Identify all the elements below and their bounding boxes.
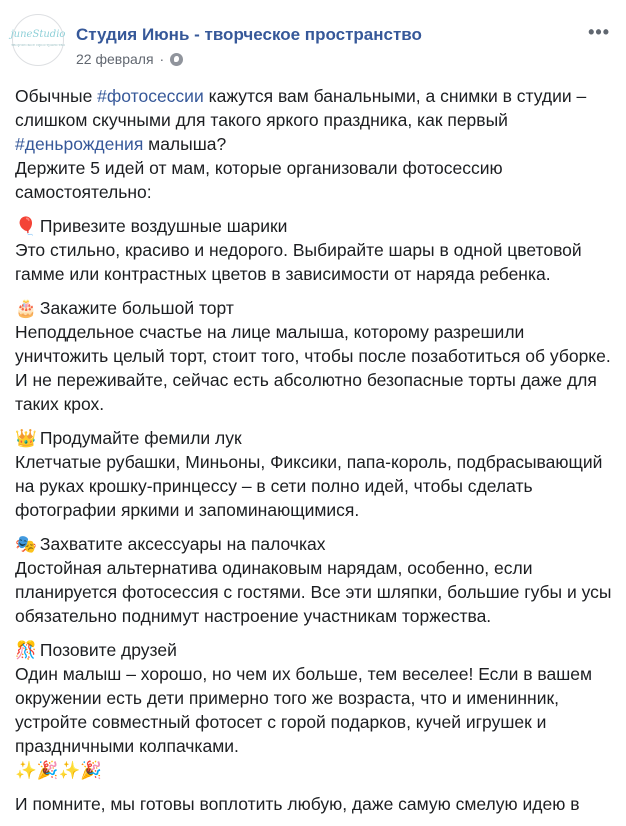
studio-logo: juneStudio творческое пространство (10, 29, 66, 47)
post-text (15, 84, 615, 826)
hashtag-photosessions-link[interactable]: #фотосессии (97, 86, 204, 106)
idea-item (15, 426, 615, 522)
post-meta (76, 51, 183, 67)
idea-text: Неподдельное счастье на лице малыша, которому разрешили уничтожить целый торт, стоит того, чтобы после позаботиться об уборке. И не переживайте, сейчас есть абсолютно безопасные торты даже для таких крох. (15, 322, 611, 414)
closing-paragraph: И помните, мы готовы воплотить любую, даже самую смелую идею в (15, 794, 580, 814)
idea-text: Это стильно, красиво и недорого. Выбирайте шары в одной цветовой гамме или контрастных цветов в зависимости от наряда ребенка. (15, 240, 582, 284)
idea-item (15, 532, 615, 628)
meta-separator: · (159, 51, 165, 67)
page-name-link[interactable]: Студия Июнь - творческое пространство (76, 25, 422, 44)
more-options-button[interactable]: ••• (588, 22, 610, 42)
masks-icon: 🎭 (15, 534, 37, 554)
balloon-icon: 🎈 (15, 216, 37, 236)
intro-paragraph: Обычные #фотосессии кажутся вам банальными, а снимки в студии – слишком скучными для такого яркого праздника, как первый #деньрождения малыша? Держите 5 идей от мам, которые организовали фотосессию самостоятельно: (15, 86, 587, 202)
idea-text: Один малыш – хорошо, но чем их больше, тем веселее! Если в вашем окружении есть дети примерно того же возраста, что и именинник, устройте совместный фотосет с горой подарков, кучей игрушек и праздничными колпачками. (15, 664, 593, 756)
sparkles-party-icons: ✨🎉✨🎉 (15, 760, 103, 780)
idea-title: Закажите большой торт (39, 298, 234, 318)
cake-icon: 🎂 (15, 298, 37, 318)
idea-title: Привезите воздушные шарики (39, 216, 288, 236)
idea-item (15, 214, 615, 286)
hashtag-birthday-link[interactable]: #деньрождения (15, 134, 144, 154)
idea-title: Продумайте фемили лук (39, 428, 242, 448)
idea-title: Позовите друзей (39, 640, 177, 660)
idea-text: Клетчатые рубашки, Миньоны, Фиксики, папа-король, подбрасывающий на руках крошку-принцессу – в сети полно идей, чтобы сделать фотографии яркими и запоминающимися. (15, 452, 603, 520)
idea-item (15, 296, 615, 416)
idea-text: Достойная альтернатива одинаковым нарядам, особенно, если планируется фотосессия с гостями. Все эти шляпки, большие губы и усы обязательно поднимут настроение участникам торжества. (15, 558, 612, 626)
post-date-link[interactable]: 22 февраля (76, 51, 154, 67)
page-avatar[interactable] (12, 14, 64, 66)
globe-icon[interactable] (170, 53, 183, 66)
confetti-icon: 🎊 (15, 640, 37, 660)
crown-icon: 👑 (15, 428, 37, 448)
idea-title: Захватите аксессуары на палочках (39, 534, 326, 554)
idea-item (15, 638, 615, 782)
